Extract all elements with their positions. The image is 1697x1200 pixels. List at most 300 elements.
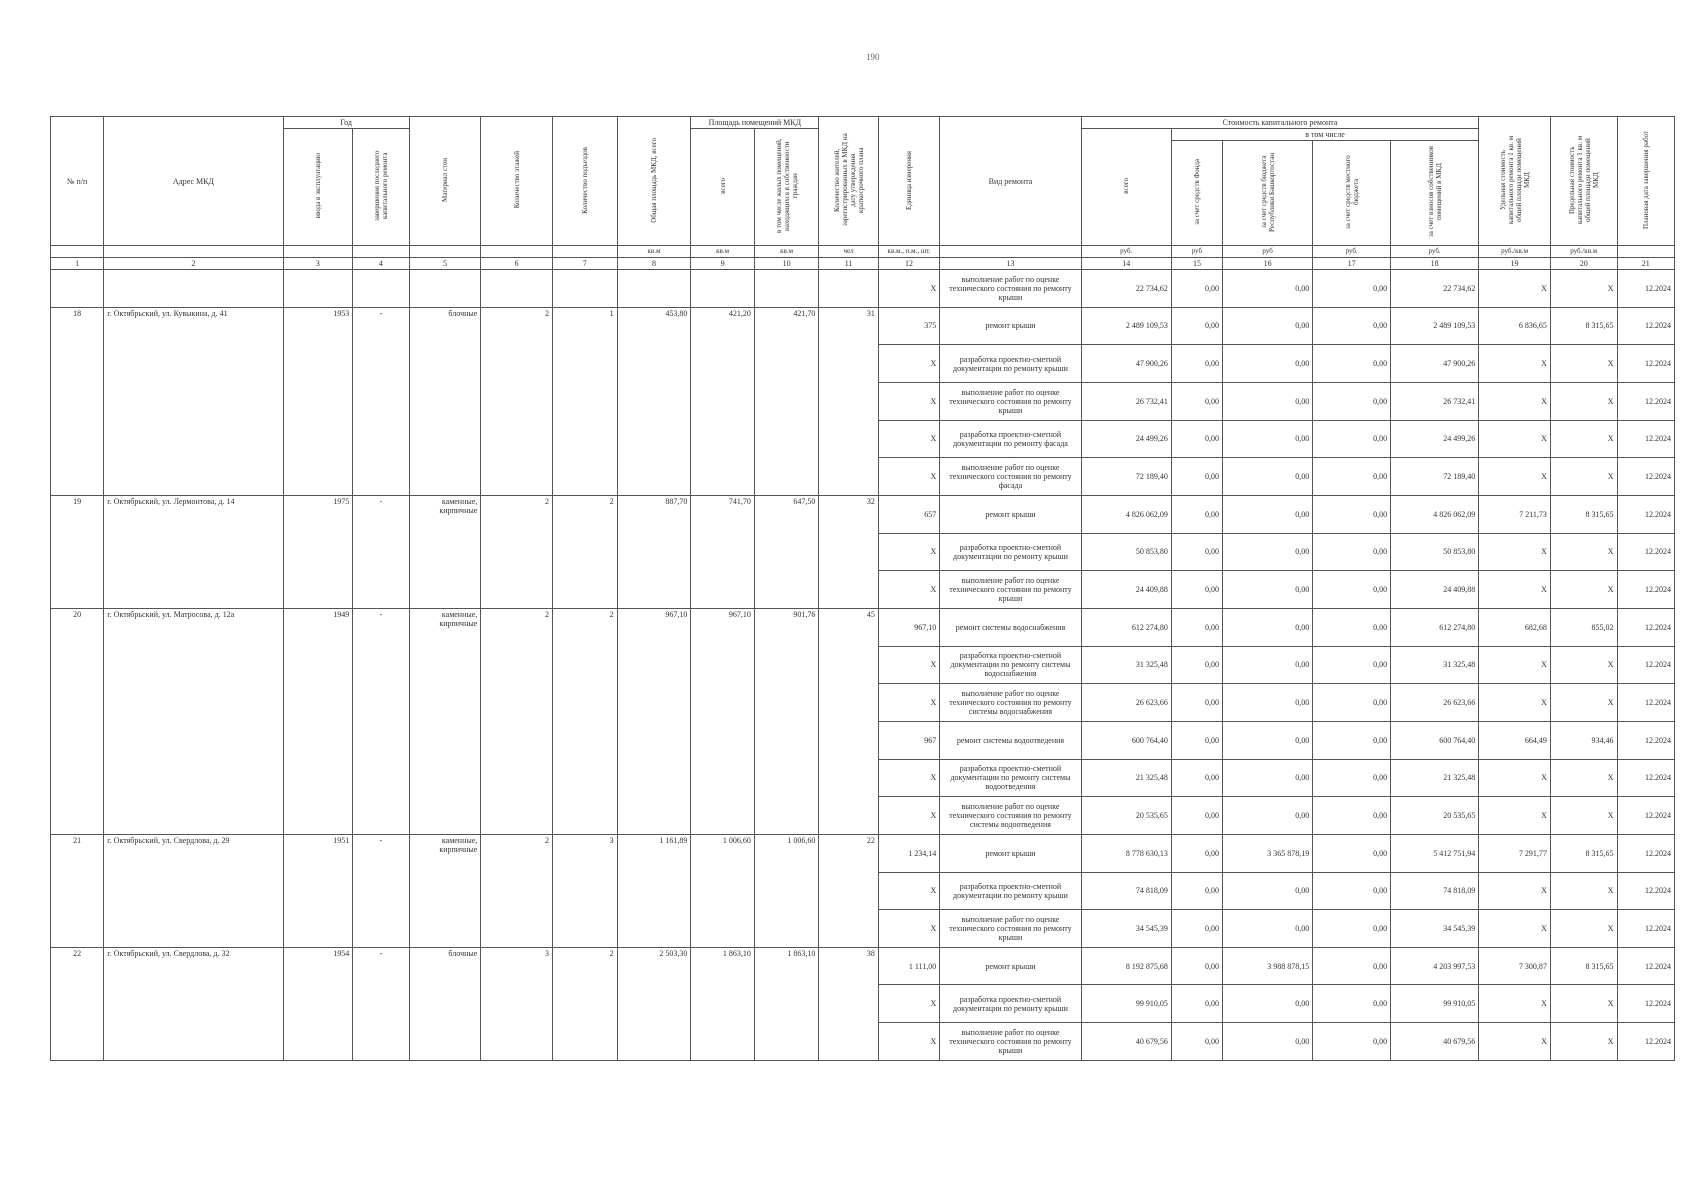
cell-deadline: 12.2024: [1617, 307, 1675, 345]
cell-unit: 7 300,87: [1479, 947, 1551, 985]
cell-total-area: 967,10: [617, 608, 691, 834]
cell-address: г. Октябрьский, ул. Свердлова, д. 29: [104, 834, 283, 947]
cell-owners: 4 203 997,53: [1391, 947, 1479, 985]
unit-cell: кв.м: [691, 246, 755, 258]
cell-deadline: 12.2024: [1617, 533, 1675, 571]
cell-fund: 0,00: [1171, 608, 1222, 646]
cell-floors: [481, 270, 553, 308]
unit-cell: руб.: [1081, 246, 1171, 258]
cell-floors: 3: [481, 947, 553, 1060]
cell-entrances: 1: [553, 307, 618, 495]
unit-cell: [353, 246, 409, 258]
cell-volume: X: [878, 571, 939, 609]
cell-max: X: [1550, 872, 1617, 910]
cell-work: ремонт крыши: [940, 495, 1081, 533]
cell-entrances: 2: [553, 495, 618, 608]
cell-unit: X: [1479, 684, 1551, 722]
cell-total: 612 274,80: [1081, 608, 1171, 646]
cell-work: ремонт системы водоснабжения: [940, 608, 1081, 646]
header-total-area: Общая площадь МКД, всего: [617, 117, 691, 246]
cell-fund: 0,00: [1171, 872, 1222, 910]
cell-local: 0,00: [1313, 270, 1391, 308]
cell-local: 0,00: [1313, 495, 1391, 533]
cell-total-area: [617, 270, 691, 308]
cell-owners: 47 900,26: [1391, 345, 1479, 383]
cell-address: г. Октябрьский, ул. Кувыкина, д. 41: [104, 307, 283, 495]
cell-fund: 0,00: [1171, 947, 1222, 985]
cell-fund: 0,00: [1171, 759, 1222, 797]
cell-unit: X: [1479, 345, 1551, 383]
cell-total: 22 734,62: [1081, 270, 1171, 308]
header-year-group: Год: [283, 117, 409, 129]
cell-local: 0,00: [1313, 759, 1391, 797]
cell-fund: 0,00: [1171, 307, 1222, 345]
cell-local: 0,00: [1313, 985, 1391, 1023]
unit-cell: руб./кв.м: [1550, 246, 1617, 258]
cell-area-all: [691, 270, 755, 308]
cell-unit: 664,49: [1479, 721, 1551, 759]
cell-deadline: 12.2024: [1617, 382, 1675, 420]
cell-republic: 0,00: [1223, 571, 1313, 609]
cell-floors: 2: [481, 495, 553, 608]
header-unit-cost: Удельная стоимость капитального ремонта 1 кв. м общей площади помещений МКД: [1479, 117, 1551, 246]
cell-work: выполнение работ по оценке технического состояния по ремонту крыши: [940, 270, 1081, 308]
unit-cell: [283, 246, 353, 258]
cell-total: 2 489 109,53: [1081, 307, 1171, 345]
cell-fund: 0,00: [1171, 270, 1222, 308]
cell-work: ремонт крыши: [940, 947, 1081, 985]
units-row: [51, 246, 1675, 258]
table-body: [51, 270, 1675, 1061]
cell-fund: 0,00: [1171, 420, 1222, 458]
cell-deadline: 12.2024: [1617, 420, 1675, 458]
cell-total: 20 535,65: [1081, 797, 1171, 835]
cell-year-last: -: [353, 834, 409, 947]
header-volume: Единица измерения: [878, 117, 939, 246]
cell-republic: 0,00: [1223, 721, 1313, 759]
cell-deadline: 12.2024: [1617, 910, 1675, 948]
cell-max: X: [1550, 458, 1617, 496]
cell-local: 0,00: [1313, 684, 1391, 722]
cell-total-area: 453,80: [617, 307, 691, 495]
cell-work: ремонт крыши: [940, 834, 1081, 872]
cell-area-all: 741,70: [691, 495, 755, 608]
cell-num: 18: [51, 307, 104, 495]
table-row: [51, 834, 1675, 872]
cell-republic: 0,00: [1223, 345, 1313, 383]
cell-work: выполнение работ по оценке технического состояния по ремонту крыши: [940, 1023, 1081, 1061]
cell-total: 40 679,56: [1081, 1023, 1171, 1061]
header-floors: Количество этажей: [481, 117, 553, 246]
cell-owners: 4 826 062,09: [1391, 495, 1479, 533]
column-number: 14: [1081, 258, 1171, 270]
cell-republic: 0,00: [1223, 985, 1313, 1023]
cell-total: 4 826 062,09: [1081, 495, 1171, 533]
header-num: № п/п: [51, 117, 104, 246]
cell-owners: 40 679,56: [1391, 1023, 1479, 1061]
cell-area-res: 901,76: [754, 608, 819, 834]
cell-owners: 24 499,26: [1391, 420, 1479, 458]
cell-volume: X: [878, 458, 939, 496]
cell-volume: 375: [878, 307, 939, 345]
cell-owners: 2 489 109,53: [1391, 307, 1479, 345]
column-number: 5: [409, 258, 481, 270]
cell-deadline: 12.2024: [1617, 684, 1675, 722]
cell-max: X: [1550, 533, 1617, 571]
cell-deadline: 12.2024: [1617, 872, 1675, 910]
unit-cell: кв.м: [754, 246, 819, 258]
cell-unit: X: [1479, 533, 1551, 571]
unit-cell: [104, 246, 283, 258]
cell-work: выполнение работ по оценке технического состояния по ремонту крыши: [940, 910, 1081, 948]
cell-owners: 26 732,41: [1391, 382, 1479, 420]
cell-local: 0,00: [1313, 797, 1391, 835]
header-year-built: ввода в эксплуатацию: [283, 129, 353, 246]
cell-floors: 2: [481, 834, 553, 947]
cell-work: выполнение работ по оценке технического состояния по ремонту крыши: [940, 382, 1081, 420]
cell-fund: 0,00: [1171, 646, 1222, 684]
cell-entrances: [553, 270, 618, 308]
cell-deadline: 12.2024: [1617, 797, 1675, 835]
cell-work: выполнение работ по оценке технического состояния по ремонту системы водоснабжения: [940, 684, 1081, 722]
cell-republic: 3 988 878,15: [1223, 947, 1313, 985]
unit-cell: чел: [819, 246, 878, 258]
cell-area-all: 421,20: [691, 307, 755, 495]
cell-max: 8 315,65: [1550, 947, 1617, 985]
header-entrances: Количество подъездов: [553, 117, 618, 246]
cell-republic: 0,00: [1223, 270, 1313, 308]
cell-address: [104, 270, 283, 308]
cell-volume: X: [878, 872, 939, 910]
table-row: [51, 608, 1675, 646]
cell-owners: 26 623,66: [1391, 684, 1479, 722]
cell-volume: X: [878, 797, 939, 835]
cell-max: X: [1550, 985, 1617, 1023]
cell-total: 600 764,40: [1081, 721, 1171, 759]
unit-cell: [481, 246, 553, 258]
cell-total: 72 189,40: [1081, 458, 1171, 496]
cell-volume: 967,10: [878, 608, 939, 646]
cell-work: разработка проектно-сметной документации по ремонту крыши: [940, 872, 1081, 910]
column-number: 3: [283, 258, 353, 270]
cell-material: блочные: [409, 307, 481, 495]
unit-cell: руб: [1171, 246, 1222, 258]
cell-total: 8 778 630,13: [1081, 834, 1171, 872]
cell-residents: 31: [819, 307, 878, 495]
cell-num: 21: [51, 834, 104, 947]
cell-total-area: 2 503,30: [617, 947, 691, 1060]
cell-fund: 0,00: [1171, 910, 1222, 948]
cell-volume: X: [878, 345, 939, 383]
cell-unit: X: [1479, 571, 1551, 609]
header-deadline: Плановая дата завершения работ: [1617, 117, 1675, 246]
cell-total: 26 732,41: [1081, 382, 1171, 420]
cell-republic: 0,00: [1223, 458, 1313, 496]
cell-deadline: 12.2024: [1617, 947, 1675, 985]
header-cost-owners: за счет взносов собственников помещений в МКД: [1391, 141, 1479, 246]
cell-work: разработка проектно-сметной документации по ремонту крыши: [940, 345, 1081, 383]
cell-max: X: [1550, 1023, 1617, 1061]
cell-republic: 0,00: [1223, 684, 1313, 722]
cell-residents: 38: [819, 947, 878, 1060]
cell-republic: 0,00: [1223, 1023, 1313, 1061]
cell-deadline: 12.2024: [1617, 1023, 1675, 1061]
cell-volume: X: [878, 910, 939, 948]
cell-volume: X: [878, 1023, 939, 1061]
cell-max: X: [1550, 684, 1617, 722]
cell-fund: 0,00: [1171, 834, 1222, 872]
header-work-type: Вид ремонта: [940, 117, 1081, 246]
cell-work: ремонт крыши: [940, 307, 1081, 345]
cell-volume: 1 111,00: [878, 947, 939, 985]
cell-max: X: [1550, 797, 1617, 835]
unit-cell: руб.: [1313, 246, 1391, 258]
cell-deadline: 12.2024: [1617, 834, 1675, 872]
cell-max: X: [1550, 420, 1617, 458]
cell-local: 0,00: [1313, 910, 1391, 948]
unit-cell: [553, 246, 618, 258]
cell-local: 0,00: [1313, 646, 1391, 684]
cell-deadline: 12.2024: [1617, 345, 1675, 383]
cell-year-built: 1953: [283, 307, 353, 495]
cell-republic: 0,00: [1223, 533, 1313, 571]
column-number: 6: [481, 258, 553, 270]
cell-owners: 24 409,88: [1391, 571, 1479, 609]
cell-num: 22: [51, 947, 104, 1060]
cell-year-last: -: [353, 495, 409, 608]
cell-deadline: 12.2024: [1617, 495, 1675, 533]
cell-owners: 5 412 751,94: [1391, 834, 1479, 872]
cell-local: 0,00: [1313, 420, 1391, 458]
cell-deadline: 12.2024: [1617, 270, 1675, 308]
cell-total: 26 623,66: [1081, 684, 1171, 722]
cell-local: 0,00: [1313, 721, 1391, 759]
table-row: [51, 495, 1675, 533]
cell-fund: 0,00: [1171, 345, 1222, 383]
cell-unit: X: [1479, 382, 1551, 420]
cell-volume: 967: [878, 721, 939, 759]
cell-volume: X: [878, 759, 939, 797]
cell-fund: 0,00: [1171, 533, 1222, 571]
cell-deadline: 12.2024: [1617, 458, 1675, 496]
cell-address: г. Октябрьский, ул. Матросова, д. 12а: [104, 608, 283, 834]
cell-address: г. Октябрьский, ул. Свердлова, д. 32: [104, 947, 283, 1060]
cell-local: 0,00: [1313, 947, 1391, 985]
cell-area-res: 421,70: [754, 307, 819, 495]
column-number: 17: [1313, 258, 1391, 270]
cell-total: 24 409,88: [1081, 571, 1171, 609]
page-number: 190: [866, 52, 880, 62]
cell-republic: 0,00: [1223, 420, 1313, 458]
cell-unit: 6 836,65: [1479, 307, 1551, 345]
header-max-cost: Предельная стоимость капитального ремонта 1 кв. м общей площади помещений МКД: [1550, 117, 1617, 246]
cell-max: 8 315,65: [1550, 307, 1617, 345]
cell-material: [409, 270, 481, 308]
cell-republic: 0,00: [1223, 910, 1313, 948]
cell-floors: 2: [481, 608, 553, 834]
cell-address: г. Октябрьский, ул. Лермонтова, д. 14: [104, 495, 283, 608]
column-number: 11: [819, 258, 878, 270]
cell-owners: 74 818,09: [1391, 872, 1479, 910]
unit-cell: руб: [1223, 246, 1313, 258]
cell-max: X: [1550, 571, 1617, 609]
header-incl: в том числе: [1171, 129, 1478, 141]
cell-max: X: [1550, 270, 1617, 308]
cell-area-all: 1 006,60: [691, 834, 755, 947]
cell-republic: 0,00: [1223, 495, 1313, 533]
column-number: 20: [1550, 258, 1617, 270]
cell-volume: X: [878, 985, 939, 1023]
header-area-group: Площадь помещений МКД: [691, 117, 819, 129]
cell-republic: 0,00: [1223, 608, 1313, 646]
column-number: 1: [51, 258, 104, 270]
column-number: 7: [553, 258, 618, 270]
header-cost-total: всего: [1081, 129, 1171, 246]
cell-unit: X: [1479, 985, 1551, 1023]
cell-total-area: 887,70: [617, 495, 691, 608]
cell-fund: 0,00: [1171, 382, 1222, 420]
unit-cell: кв.м., п.м., шт.: [878, 246, 939, 258]
cell-max: 934,46: [1550, 721, 1617, 759]
cell-area-res: 1 863,10: [754, 947, 819, 1060]
cell-max: X: [1550, 759, 1617, 797]
cell-republic: 0,00: [1223, 872, 1313, 910]
cell-owners: 72 189,40: [1391, 458, 1479, 496]
cell-max: X: [1550, 646, 1617, 684]
cell-volume: X: [878, 420, 939, 458]
cell-fund: 0,00: [1171, 684, 1222, 722]
cell-total-area: 1 161,89: [617, 834, 691, 947]
unit-cell: кв.м: [617, 246, 691, 258]
cell-volume: X: [878, 684, 939, 722]
column-number: 18: [1391, 258, 1479, 270]
header-address: Адрес МКД: [104, 117, 283, 246]
cell-entrances: 2: [553, 947, 618, 1060]
cell-area-res: 647,50: [754, 495, 819, 608]
cell-max: X: [1550, 345, 1617, 383]
column-number: 16: [1223, 258, 1313, 270]
column-number: 10: [754, 258, 819, 270]
header-cost-group: Стоимость капитального ремонта: [1081, 117, 1479, 129]
cell-deadline: 12.2024: [1617, 759, 1675, 797]
cell-owners: 99 910,05: [1391, 985, 1479, 1023]
cell-material: каменные, кирпичные: [409, 608, 481, 834]
cell-unit: 7 291,77: [1479, 834, 1551, 872]
cell-republic: 0,00: [1223, 797, 1313, 835]
cell-entrances: 2: [553, 608, 618, 834]
header-cost-fund: за счет средств Фонда: [1171, 141, 1222, 246]
cell-work: разработка проектно-сметной документации по ремонту фасада: [940, 420, 1081, 458]
cell-local: 0,00: [1313, 307, 1391, 345]
cell-year-last: [353, 270, 409, 308]
cell-unit: X: [1479, 872, 1551, 910]
cell-year-built: 1951: [283, 834, 353, 947]
cell-max: X: [1550, 910, 1617, 948]
cell-material: блочные: [409, 947, 481, 1060]
cell-work: выполнение работ по оценке технического состояния по ремонту крыши: [940, 571, 1081, 609]
cell-area-res: [754, 270, 819, 308]
cell-volume: 657: [878, 495, 939, 533]
cell-republic: 0,00: [1223, 307, 1313, 345]
cell-total: 8 192 875,68: [1081, 947, 1171, 985]
cell-year-built: 1975: [283, 495, 353, 608]
cell-unit: X: [1479, 458, 1551, 496]
cell-republic: 3 365 878,19: [1223, 834, 1313, 872]
table-row: [51, 270, 1675, 308]
cell-republic: 0,00: [1223, 382, 1313, 420]
cell-owners: 34 545,39: [1391, 910, 1479, 948]
cell-owners: 31 325,48: [1391, 646, 1479, 684]
cell-total: 21 325,48: [1081, 759, 1171, 797]
cell-total: 31 325,48: [1081, 646, 1171, 684]
cell-floors: 2: [481, 307, 553, 495]
cell-unit: X: [1479, 420, 1551, 458]
cell-fund: 0,00: [1171, 1023, 1222, 1061]
cell-material: каменные, кирпичные: [409, 495, 481, 608]
cell-unit: 7 211,73: [1479, 495, 1551, 533]
cell-total: 74 818,09: [1081, 872, 1171, 910]
cell-work: разработка проектно-сметной документации по ремонту системы водоотведения: [940, 759, 1081, 797]
header-area-all: всего: [691, 129, 755, 246]
cell-max: 8 315,65: [1550, 495, 1617, 533]
cell-local: 0,00: [1313, 382, 1391, 420]
cell-total: 50 853,80: [1081, 533, 1171, 571]
column-number: 19: [1479, 258, 1551, 270]
cell-volume: 1 234,14: [878, 834, 939, 872]
cell-local: 0,00: [1313, 872, 1391, 910]
column-number: 8: [617, 258, 691, 270]
header-area-residents: в том числе жилых помещений, находящихся в собственности граждан: [754, 129, 819, 246]
unit-cell: руб./кв.м: [1479, 246, 1551, 258]
cell-work: выполнение работ по оценке технического состояния по ремонту фасада: [940, 458, 1081, 496]
cell-unit: X: [1479, 646, 1551, 684]
cell-unit: X: [1479, 910, 1551, 948]
column-number: 12: [878, 258, 939, 270]
cell-work: ремонт системы водоотведения: [940, 721, 1081, 759]
cell-owners: 600 764,40: [1391, 721, 1479, 759]
cell-total: 99 910,05: [1081, 985, 1171, 1023]
cell-work: разработка проектно-сметной документации по ремонту крыши: [940, 533, 1081, 571]
cell-total: 47 900,26: [1081, 345, 1171, 383]
header-year-last: завершения последнего капитального ремонта: [353, 129, 409, 246]
cell-volume: X: [878, 382, 939, 420]
header-cost-local: за счет средств местного бюджета: [1313, 141, 1391, 246]
cell-owners: 22 734,62: [1391, 270, 1479, 308]
cell-owners: 21 325,48: [1391, 759, 1479, 797]
cell-year-last: -: [353, 608, 409, 834]
cell-owners: 612 274,80: [1391, 608, 1479, 646]
cell-fund: 0,00: [1171, 495, 1222, 533]
cell-volume: X: [878, 646, 939, 684]
cell-num: 20: [51, 608, 104, 834]
cell-residents: 22: [819, 834, 878, 947]
header-cost-republic: за счет средств бюджета Республики Башкортостан: [1223, 141, 1313, 246]
cell-unit: 682,68: [1479, 608, 1551, 646]
cell-entrances: 3: [553, 834, 618, 947]
cell-year-last: -: [353, 947, 409, 1060]
cell-republic: 0,00: [1223, 646, 1313, 684]
cell-owners: 20 535,65: [1391, 797, 1479, 835]
cell-area-res: 1 006,60: [754, 834, 819, 947]
cell-volume: X: [878, 270, 939, 308]
cell-local: 0,00: [1313, 571, 1391, 609]
cell-deadline: 12.2024: [1617, 571, 1675, 609]
cell-republic: 0,00: [1223, 759, 1313, 797]
header-wall-material: Материал стен: [409, 117, 481, 246]
cell-max: 855,02: [1550, 608, 1617, 646]
cell-year-built: [283, 270, 353, 308]
cell-max: X: [1550, 382, 1617, 420]
